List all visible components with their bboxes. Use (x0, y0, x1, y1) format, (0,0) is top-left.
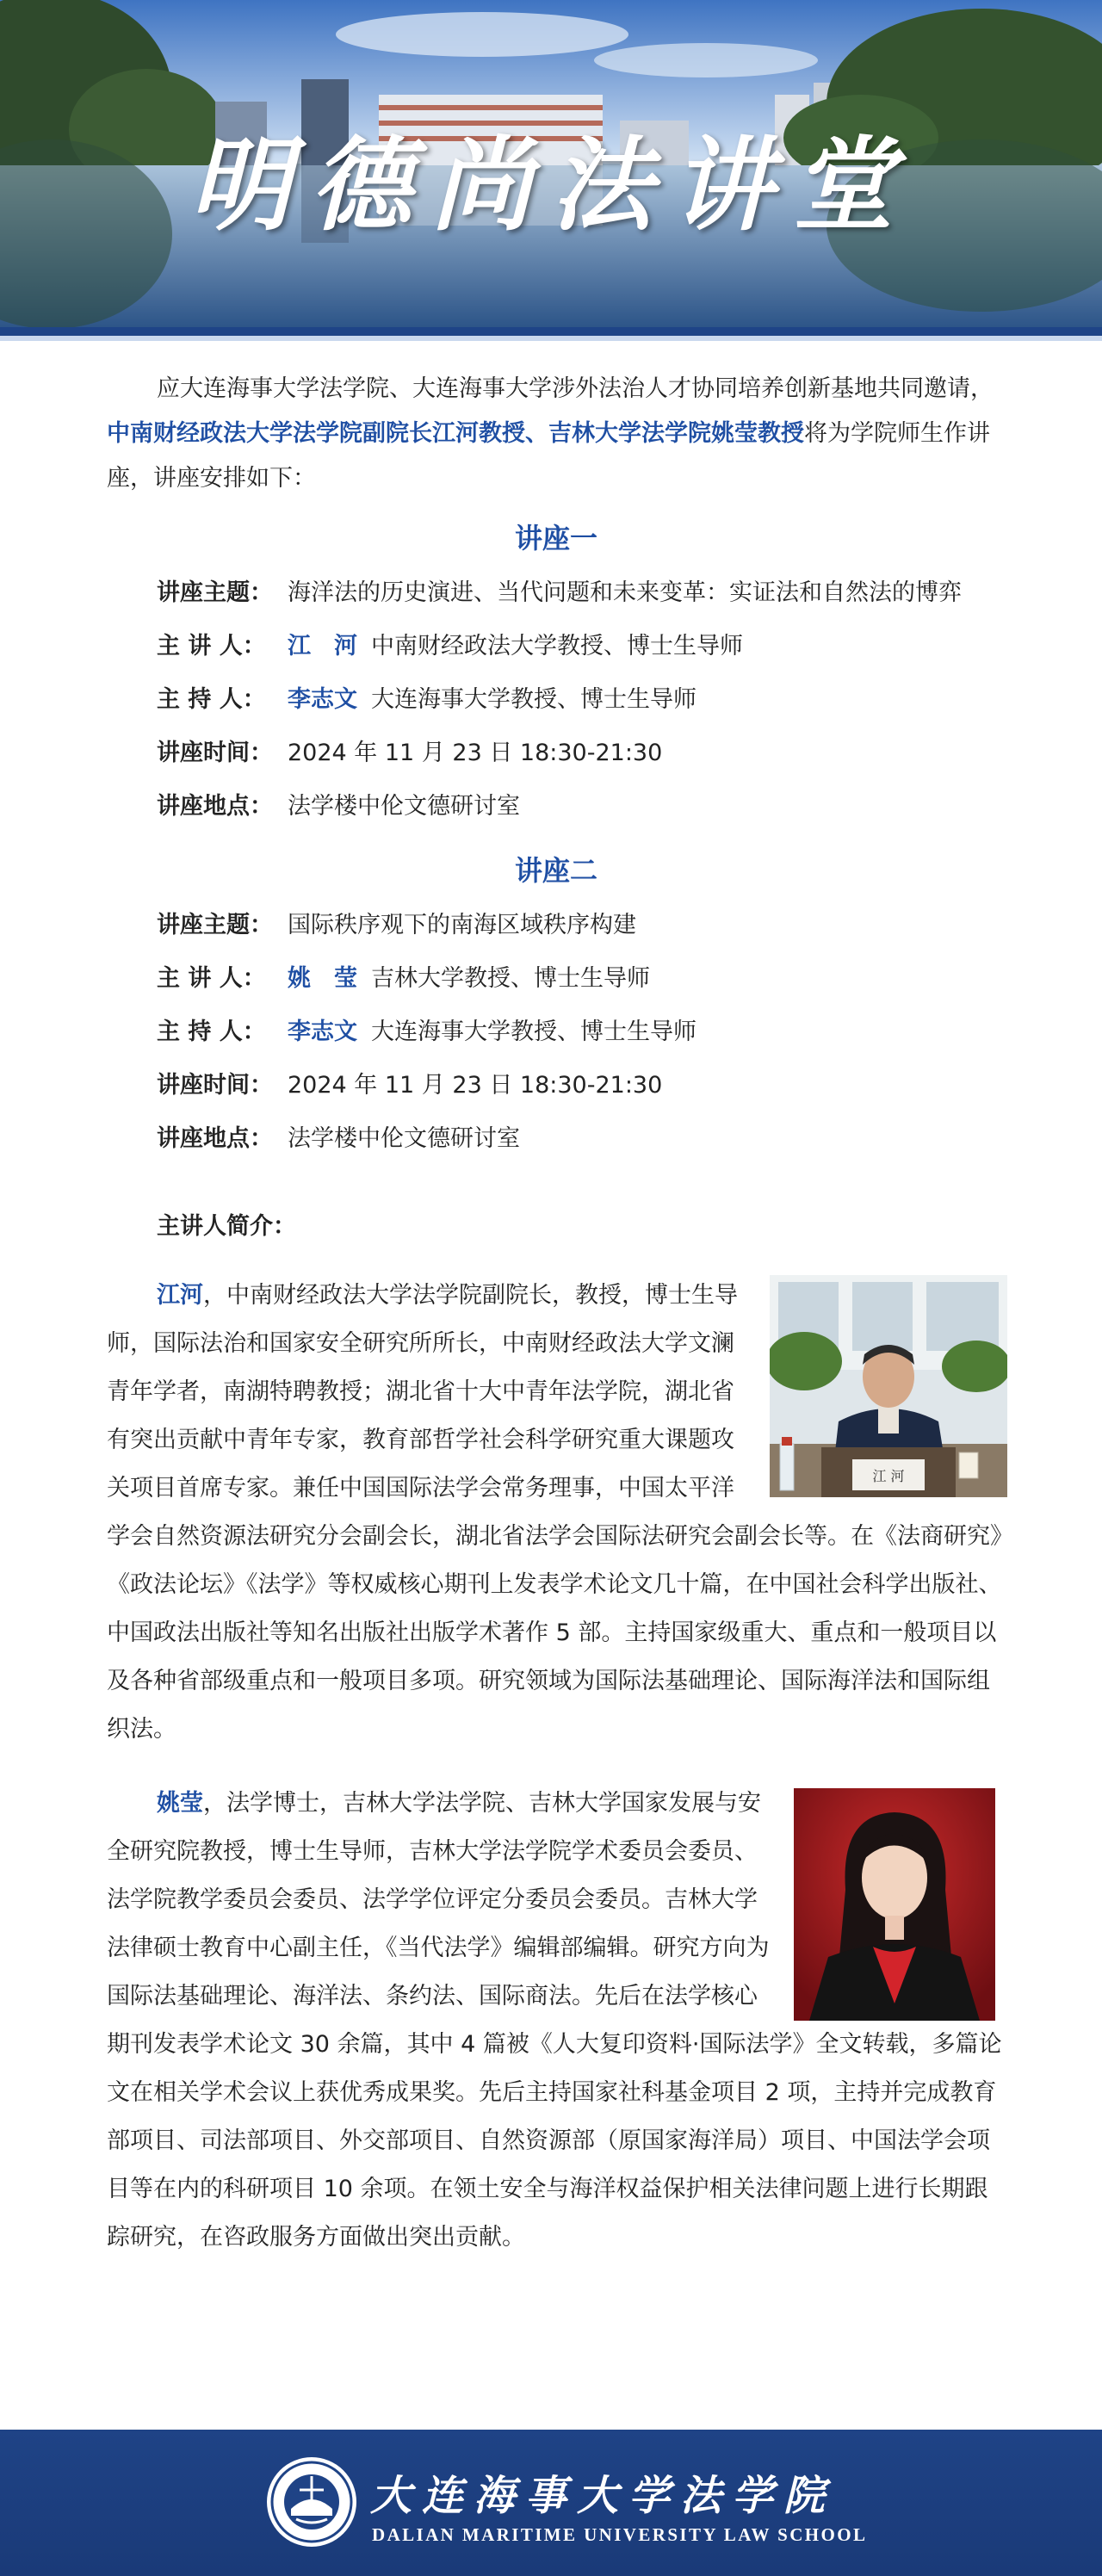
topic-label: 讲座主题： (157, 912, 273, 938)
lecture-1-title: 讲座一 (514, 522, 597, 554)
host-name: 李志文 (288, 1019, 357, 1045)
main-content (0, 341, 1102, 2262)
host-title: 大连海事大学教授、博士生导师 (371, 686, 696, 713)
speaker-photo-yao-ying (794, 1788, 995, 2021)
speaker-name: 姚 莹 (288, 965, 357, 992)
nameplate-text: 江 河 (872, 1468, 905, 1484)
lecture-2-host (107, 1006, 1006, 1059)
speaker-label: 主 讲 人： (157, 633, 266, 659)
bio-name: 江河 (157, 1282, 203, 1309)
host-label: 主 持 人： (157, 686, 266, 713)
lecture-2-place (107, 1112, 1006, 1166)
footer-school-name-cn: 大连海事大学法学院 (370, 2472, 836, 2520)
place-value: 法学楼中伦文德研讨室 (288, 793, 520, 820)
speaker-photo-jiang-he (770, 1275, 1007, 1497)
lecture-1 (107, 517, 1006, 833)
host-label: 主 持 人： (157, 1019, 266, 1045)
intro-paragraph (107, 367, 1006, 501)
place-label: 讲座地点： (157, 1125, 273, 1152)
topic-value: 海洋法的历史演进、当代问题和未来变革：实证法和自然法的博弈 (288, 579, 962, 606)
host-title: 大连海事大学教授、博士生导师 (371, 1019, 696, 1045)
intro-highlight: 中南财经政法大学法学院副院长江河教授、吉林大学法学院姚莹教授 (107, 420, 804, 447)
speaker-title: 中南财经政法大学教授、博士生导师 (371, 633, 743, 659)
time-value: 2024 年 11 月 23 日 18:30-21:30 (288, 1072, 663, 1099)
banner-title: 明德尚法讲堂 (189, 125, 913, 245)
lecture-1-host (107, 673, 1006, 727)
lecture-2-topic (107, 899, 1006, 952)
host-name: 李志文 (288, 686, 357, 713)
bio-yao-ying (107, 1780, 1006, 2262)
lecture-1-time (107, 727, 1006, 780)
time-label: 讲座时间： (157, 1072, 273, 1099)
lecture-1-place (107, 780, 1006, 833)
lecture-2-speaker (107, 952, 1006, 1006)
bio-body: ，中南财经政法大学法学院副院长，教授，博士生导师，国际法治和国家安全研究所所长，中南财经政法大学文澜青年学者，南湖特聘教授；湖北省十大中青年法学院，湖北省有突出贡献中青年专家，教育部哲学社会科学研究重大课题攻关项目首席专家。兼任中国国际法学会常务理事，中国太平洋学会自然资源法研究分会副会长，湖北省法学会国际法研究会副会长等。在《法商研究》《政法论坛》《法学》等权威核心期刊上发表学术论文几十篇，在中国社会科学出版社、中国政法出版社等知名出版社出版学术著作 5 部。主持国家级重大、重点和一般项目以及各种省部级重点和一般项目多项。研究领域为国际法基础理论、国际海洋法和国际组织法。 (107, 1282, 1002, 1743)
bio-body: ，法学博士，吉林大学法学院、吉林大学国家发展与安全研究院教授，博士生导师，吉林大学法学院学术委员会委员、法学院教学委员会委员、法学学位评定分委员会委员。吉林大学法律硕士教育中心副主任，《当代法学》编辑部编辑。研究方向为国际法基础理论、海洋法、条约法、国际商法。先后在法学核心期刊发表学术论文 30 余篇，其中 4 篇被《人大复印资料·国际法学》全文转载，多篇论文在相关学术会议上获优秀成果奖。先后主持国家社科基金项目 2 项，主持并完成教育部项目、司法部项目、外交部项目、自然资源部（原国家海洋局）项目、中国法学会项目等在内的科研项目 10 余项。在领土安全与海洋权益保护相关法律问题上进行长期跟踪研究，在咨政服务方面做出突出贡献。 (107, 1790, 1002, 2251)
lecture-1-topic (107, 567, 1006, 620)
intro-text-after: 将为学院师生作讲座，讲座安排如下： (107, 420, 990, 492)
speakers-heading: 主讲人简介： (157, 1213, 296, 1240)
lecture-1-speaker (107, 620, 1006, 673)
topic-label: 讲座主题： (157, 579, 273, 606)
intro-text-before: 应大连海事大学法学院、大连海事大学涉外法治人才协同培养创新基地共同邀请， (157, 375, 994, 402)
footer-school-name-en: DALIAN MARITIME UNIVERSITY LAW SCHOOL (372, 2524, 868, 2545)
header-banner (0, 0, 1102, 327)
bio-jiang-he (107, 1272, 1006, 1754)
speaker-label: 主 讲 人： (157, 965, 266, 992)
speaker-title: 吉林大学教授、博士生导师 (371, 965, 650, 992)
lecture-2-title: 讲座二 (514, 854, 597, 887)
banner-divider-dark (0, 327, 1102, 336)
place-label: 讲座地点： (157, 793, 273, 820)
time-value: 2024 年 11 月 23 日 18:30-21:30 (288, 740, 663, 766)
bio-name: 姚莹 (157, 1790, 203, 1817)
school-emblem-icon (265, 2455, 358, 2548)
footer (0, 2430, 1102, 2576)
lecture-2 (107, 849, 1006, 1166)
speaker-name: 江 河 (288, 633, 357, 659)
lecture-2-time (107, 1059, 1006, 1112)
time-label: 讲座时间： (157, 740, 273, 766)
place-value: 法学楼中伦文德研讨室 (288, 1125, 520, 1152)
topic-value: 国际秩序观下的南海区域秩序构建 (288, 912, 636, 938)
